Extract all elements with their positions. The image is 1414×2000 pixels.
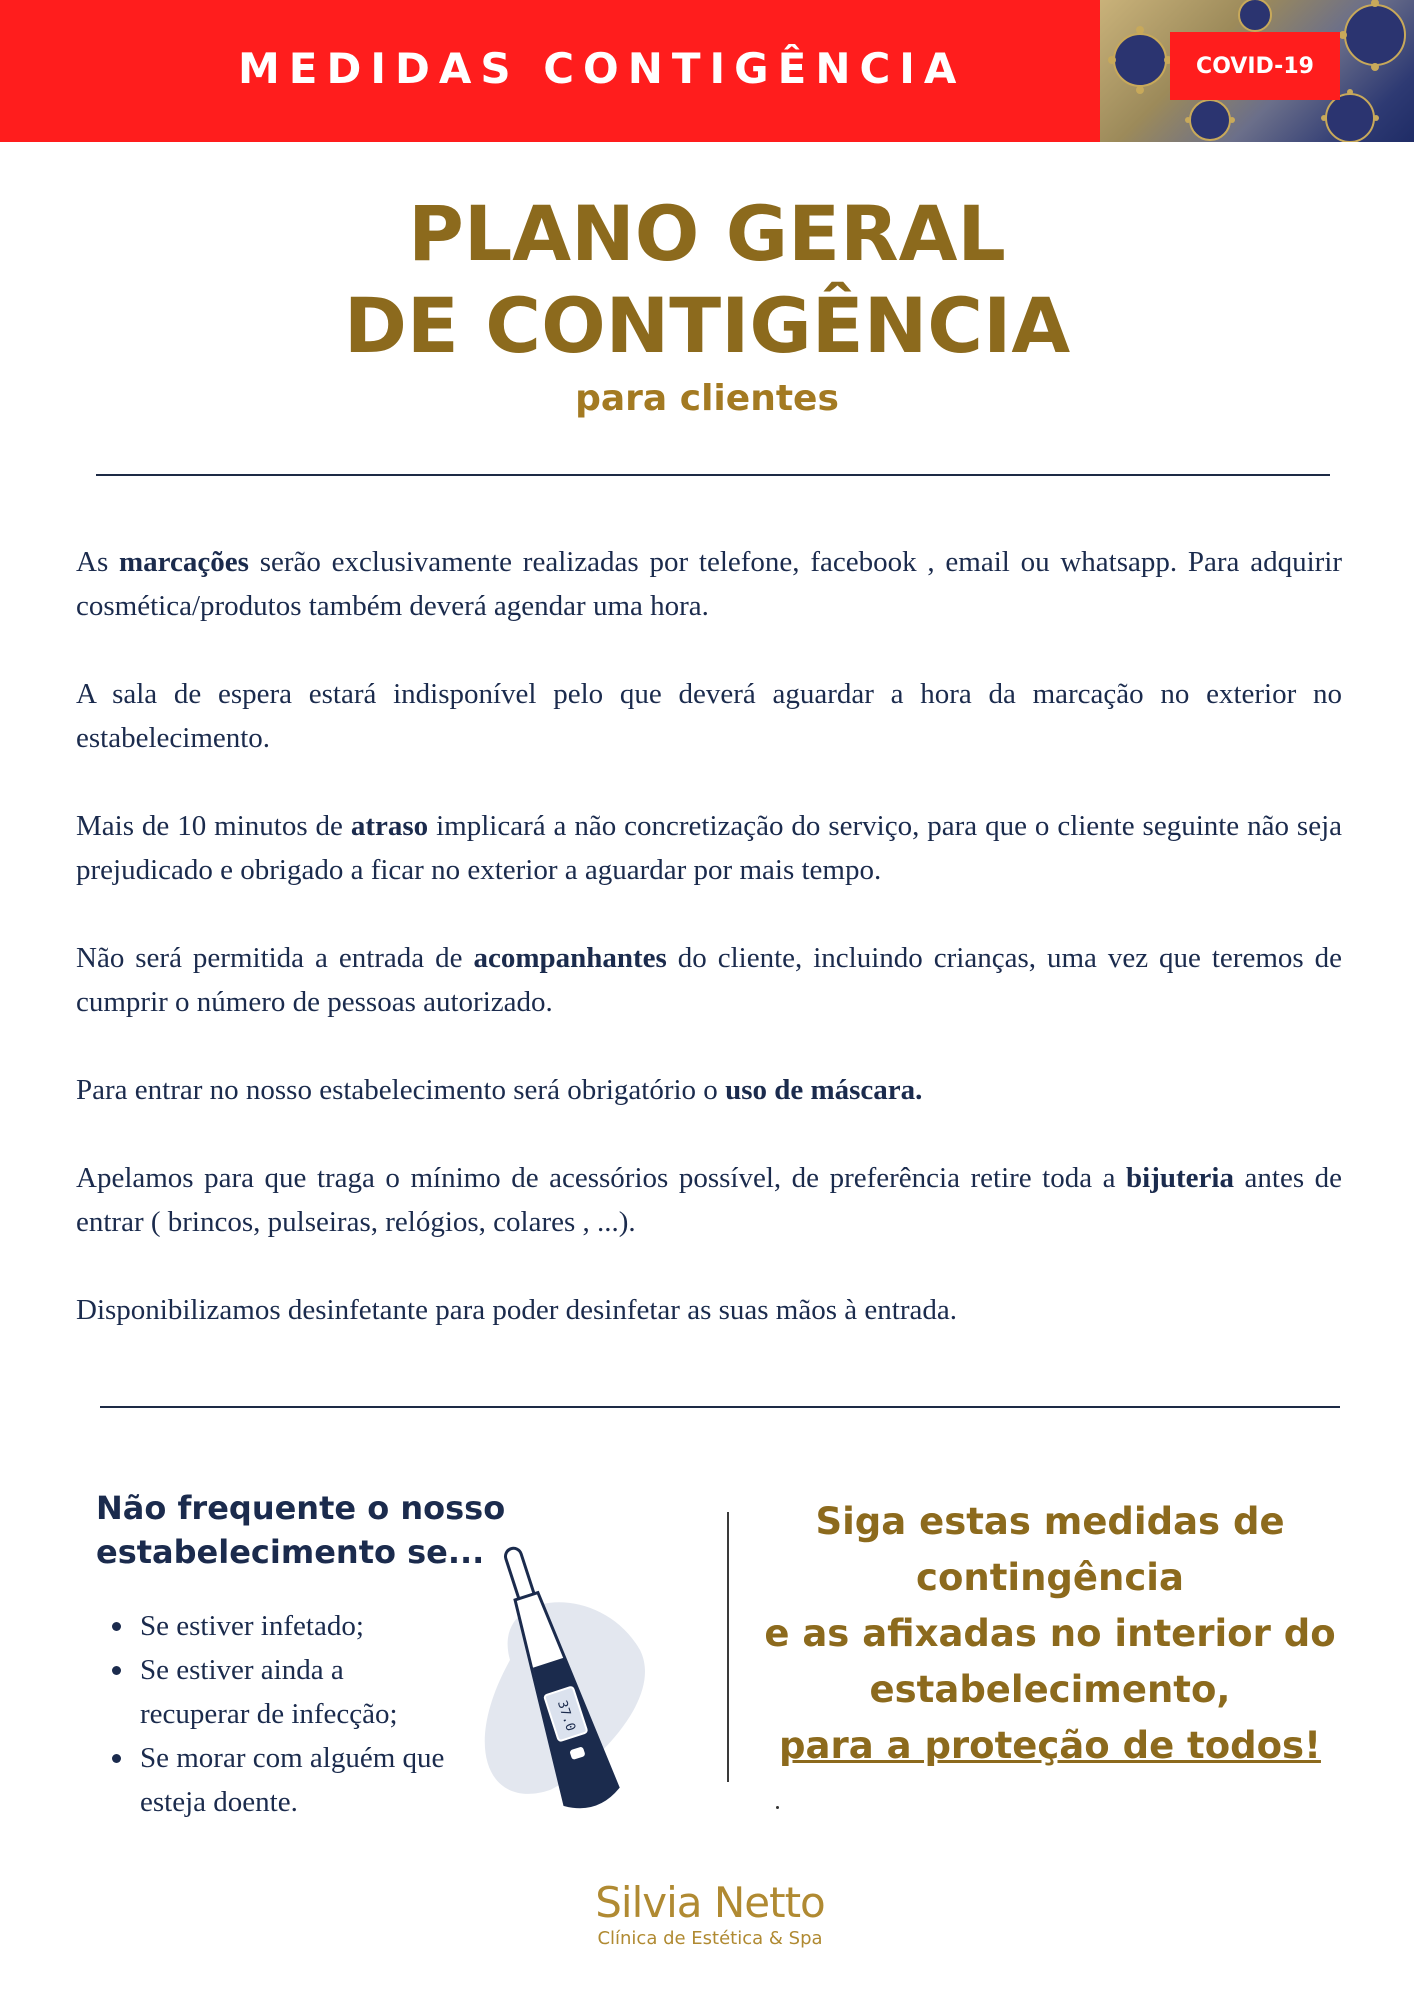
cta-line: e as afixadas no interior do bbox=[764, 1612, 1336, 1655]
stray-dot bbox=[776, 1806, 779, 1809]
rule-paragraph: Disponibilizamos desinfetante para poder desinfetar as suas mãos à entrada. bbox=[76, 1294, 957, 1326]
cta-line: Siga estas medidas de bbox=[815, 1500, 1285, 1543]
thermometer-icon bbox=[450, 1530, 680, 1830]
warning-title: Não frequente o nosso estabelecimento se... bbox=[96, 1489, 506, 1571]
divider-bottom bbox=[100, 1406, 1340, 1408]
rule-paragraph: As marcações serão exclusivamente realizadas por telefone, facebook , email ou whatsapp. Para adquirir cosmética/produtos também deverá agendar uma hora. bbox=[76, 546, 1343, 622]
rule-paragraph: Mais de 10 minutos de atraso implicará a não concretização do serviço, para que o cliente seguinte não seja prejudicado e obrigado a ficar no exterior a aguardar por mais tempo. bbox=[76, 810, 1342, 886]
rule-paragraph: Apelamos para que traga o mínimo de acessórios possível, de preferência retire toda a bijuteria antes de entrar ( brincos, pulseiras, relógios, colares , ...). bbox=[76, 1162, 1342, 1238]
header-banner bbox=[0, 0, 1100, 142]
vertical-divider bbox=[727, 1512, 729, 1782]
list-item: Se estiver ainda a recuperar de infecção; bbox=[110, 1648, 450, 1736]
list-item: Se estiver infetado; bbox=[110, 1604, 450, 1648]
clinic-logo bbox=[560, 1880, 860, 1952]
page-subtitle: para clientes bbox=[575, 378, 839, 419]
rule-paragraph: Para entrar no nosso estabelecimento será obrigatório o uso de máscara. bbox=[76, 1074, 923, 1106]
logo-tagline: Clínica de Estética & Spa bbox=[597, 1928, 823, 1949]
list-item: Se morar com alguém que esteja doente. bbox=[110, 1736, 450, 1824]
logo-name: Silvia Netto bbox=[595, 1878, 825, 1927]
page-title-line1: PLANO GERAL bbox=[408, 189, 1006, 278]
banner-title: MEDIDAS CONTIGÊNCIA bbox=[238, 44, 966, 93]
warning-list bbox=[110, 1604, 450, 1824]
page-title-line2: DE CONTIGÊNCIA bbox=[343, 281, 1071, 370]
cta-line: contingência bbox=[916, 1556, 1184, 1599]
rule-paragraph: Não será permitida a entrada de acompanhantes do cliente, incluindo crianças, uma vez que teremos de cumprir o número de pessoas autorizado. bbox=[76, 942, 1343, 1018]
divider-top bbox=[96, 474, 1330, 476]
call-to-action bbox=[750, 1494, 1350, 1774]
covid-badge: COVID-19 bbox=[1170, 32, 1340, 100]
thermometer-reading: 37.0 bbox=[553, 1698, 578, 1734]
rule-paragraph: A sala de espera estará indisponível pelo que deverá aguardar a hora da marcação no exterior no estabelecimento. bbox=[76, 678, 1342, 754]
rules-section bbox=[76, 540, 1342, 1376]
cta-emphasis: para a proteção de todos! bbox=[779, 1724, 1321, 1767]
cta-line: estabelecimento, bbox=[869, 1668, 1231, 1711]
